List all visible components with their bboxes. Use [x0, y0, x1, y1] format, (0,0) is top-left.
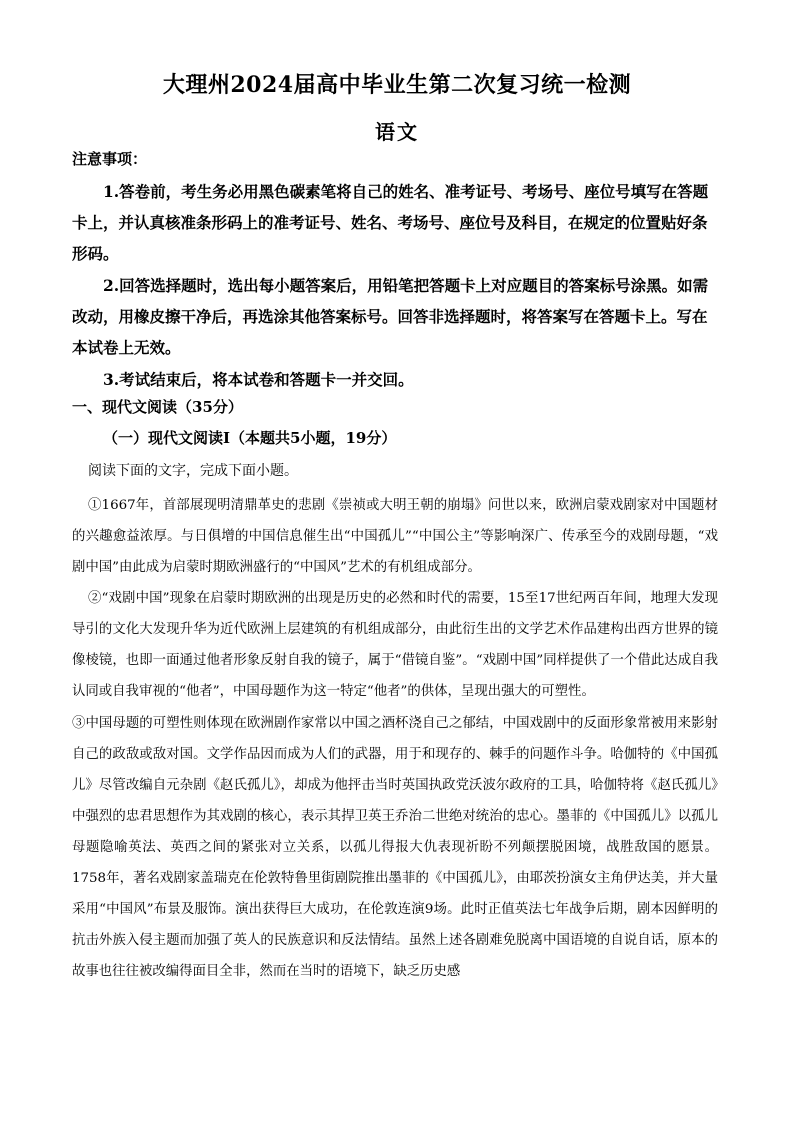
passage-paragraph-2: ②“戏剧中国”现象在启蒙时期欧洲的出现是历史的必然和时代的需要，15至17世纪两百年间，地理大发现导引的文化大发现升华为近代欧洲上层建筑的有机组成部分，由此衍生出的文学艺术作品建构出西方世界的镜像棱镜，也即一面通过他者形象反射自我的镜子，属于“借镜自鉴”。“戏剧中国”同样提供了一个借此达成自我认同或自我审视的“他者”，中国母题作为这一特定“他者”的供体，呈现出强大的可塑性。 [72, 591, 718, 699]
reading-instruction: 阅读下面的文字，完成下面小题。 [88, 463, 298, 479]
notice-heading: 注意事项： [72, 150, 148, 168]
subject-title: 语文 [375, 120, 419, 144]
passage-paragraph-1: ①1667年，首部展现明清鼎革史的悲剧《崇祯或大明王朝的崩塌》问世以来，欧洲启蒙戏剧家对中国题材的兴趣愈益浓厚。与日俱增的中国信息催生出“中国孤儿”“中国公主”等影响深广、传承至今的戏剧母题，“戏剧中国”由此成为启蒙时期欧洲盛行的“中国风”艺术的有机组成部分。 [72, 498, 718, 575]
exam-title: 大理州2024届高中毕业生第二次复习统一检测 [162, 72, 632, 98]
notice-item-3: 3.考试结束后，将本试卷和答题卡一并交回。 [103, 370, 414, 389]
notice-item-1: 1.答卷前，考生务必用黑色碳素笔将自己的姓名、准考证号、考场号、座位号填写在答题卡上，并认真核准条形码上的准考证号、姓名、考场号、座位号及科目，在规定的位置贴好条形码。 [72, 182, 709, 263]
section-subtitle: （一）现代文阅读Ⅰ（本题共5小题，19分） [103, 429, 397, 447]
notice-item-2: 2.回答选择题时，选出每小题答案后，用铅笔把答题卡上对应题目的答案标号涂黑。如需改动，用橡皮擦干净后，再选涂其他答案标号。回答非选择题时，将答案写在答题卡上。写在本试卷上无效。 [72, 276, 709, 357]
section-title: 一、现代文阅读（35分） [72, 398, 243, 416]
passage-paragraph-3: ③中国母题的可塑性则体现在欧洲剧作家常以中国之酒杯浇自己之郁结，中国戏剧中的反面形象常被用来影射自己的政敌或敌对国。文学作品因而成为人们的武器，用于和现存的、棘手的问题作斗争。哈伽特的《中国孤儿》尽管改编自元杂剧《赵氏孤儿》，却成为他抨击当时英国执政党沃波尔政府的工具，哈伽特将《赵氏孤儿》中强烈的忠君思想作为其戏剧的核心，表示其捍卫英王乔治二世绝对统治的忠心。墨菲的《中国孤儿》以孤儿母题隐喻英法、英西之间的紧张对立关系，以孤儿得报大仇表现祈盼不列颠摆脱困境，战胜敌国的愿景。1758年，著名戏剧家盖瑞克在伦敦特鲁里街剧院推出墨菲的《中国孤儿》，由耶茨扮演女主角伊达美，并大量采用“中国风”布景及服饰。演出获得巨大成功，在伦敦连演9场。此时正值英法七年战争后期，剧本因鲜明的抗击外族入侵主题而加强了英人的民族意识和反法情结。虽然上述各剧难免脱离中国语境的自说自话，原本的故事也往往被改编得面目全非，然而在当时的语境下，缺乏历史感 [72, 716, 718, 979]
